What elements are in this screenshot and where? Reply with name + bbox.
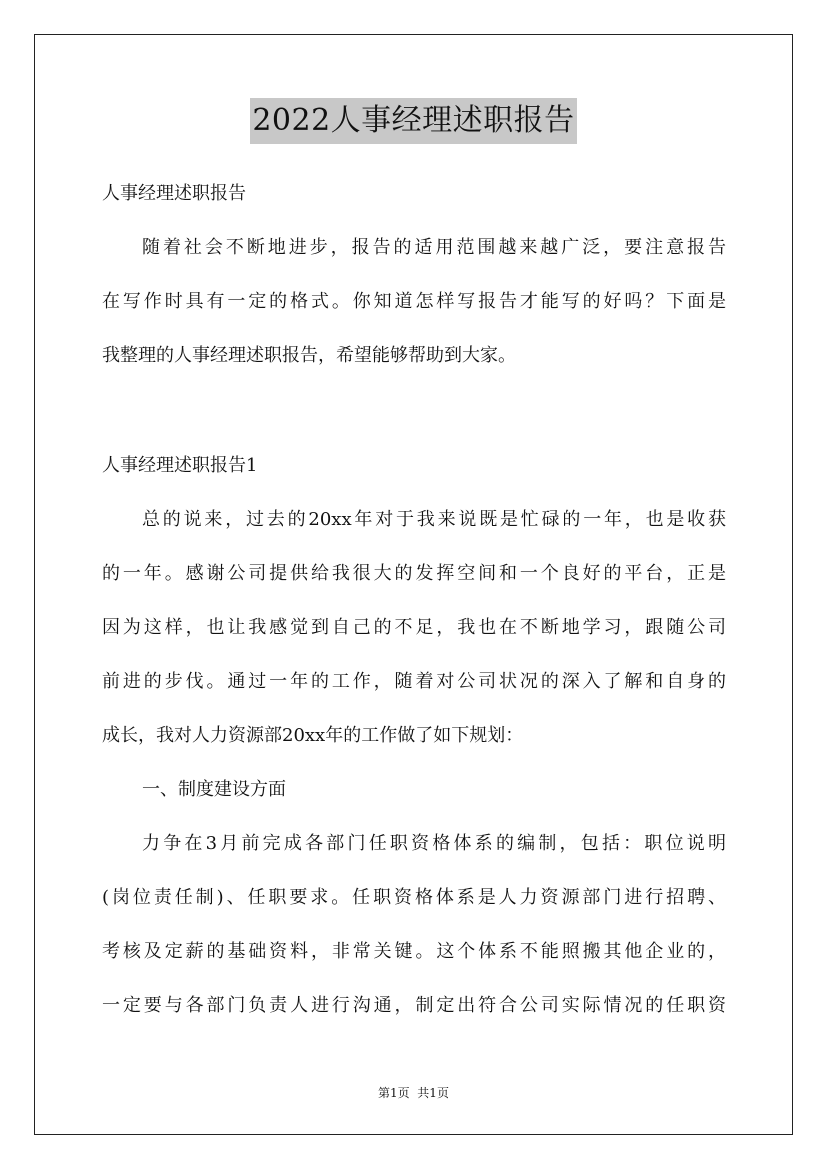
para1-line-4: 前进的步伐。通过一年的工作，随着对公司状况的深入了解和自身的 [102, 671, 726, 692]
section-heading-1: 一、制度建设方面 [142, 779, 286, 800]
heading-main: 人事经理述职报告 [102, 183, 246, 204]
para1-line-5: 成长，我对人力资源部20xx年的工作做了如下规划： [102, 725, 524, 746]
intro-line-3: 我整理的人事经理述职报告，希望能够帮助到大家。 [102, 345, 516, 366]
para1-line-3: 因为这样，也让我感觉到自己的不足，我也在不断地学习，跟随公司 [102, 617, 726, 638]
para2-line-4: 一定要与各部门负责人进行沟通，制定出符合公司实际情况的任职资 [102, 995, 726, 1016]
para1-line-1: 总的说来，过去的20xx年对于我来说既是忙碌的一年，也是收获 [142, 509, 726, 530]
para2-line-3: 考核及定薪的基础资料，非常关键。这个体系不能照搬其他企业的， [102, 941, 726, 962]
heading-report-1: 人事经理述职报告1 [102, 455, 258, 476]
para2-line-1: 力争在3月前完成各部门任职资格体系的编制，包括：职位说明 [142, 833, 726, 854]
para2-line-2: (岗位责任制)、任职要求。任职资格体系是人力资源部门进行招聘、 [102, 887, 726, 908]
document-title: 2022人事经理述职报告 [250, 98, 576, 144]
intro-line-2: 在写作时具有一定的格式。你知道怎样写报告才能写的好吗？下面是 [102, 291, 726, 312]
intro-line-1: 随着社会不断地进步，报告的适用范围越来越广泛，要注意报告 [142, 237, 726, 258]
document-title-wrap [0, 98, 827, 144]
page-number-footer: 第1页 共1页 [378, 1086, 449, 1100]
para1-line-2: 的一年。感谢公司提供给我很大的发挥空间和一个良好的平台，正是 [102, 563, 726, 584]
